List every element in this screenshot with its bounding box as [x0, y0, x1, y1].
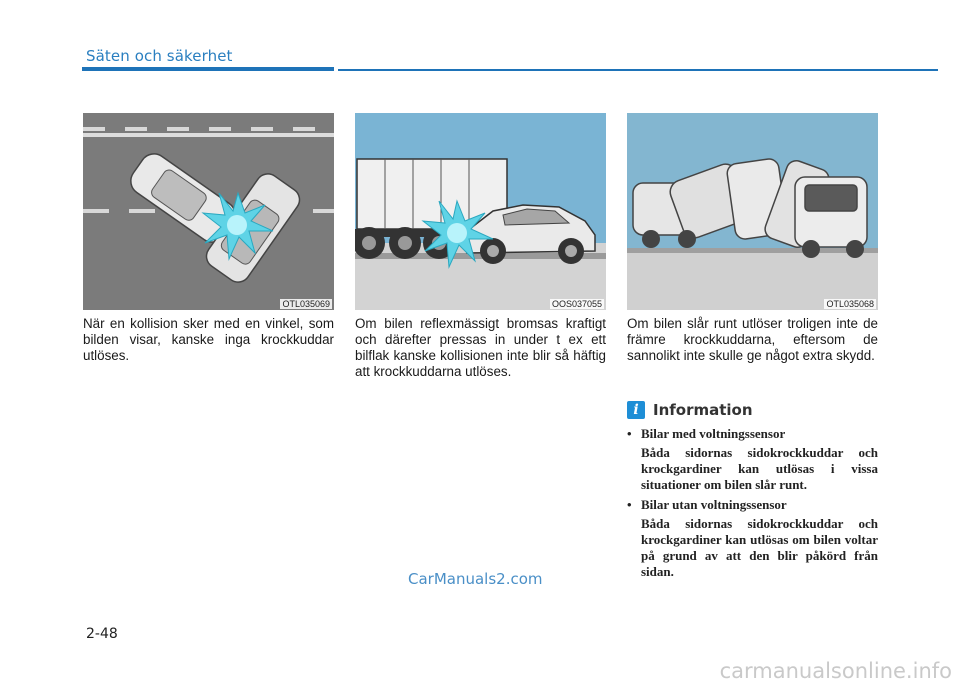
bullet: •: [627, 426, 632, 441]
figure-angled-collision: [83, 113, 334, 310]
list-item-heading: Bilar utan voltningssensor: [641, 497, 787, 512]
caption-angled-collision: När en kollision sker med en vinkel, som bilden visar, kanske inga krockkuddar utlöses.: [83, 316, 334, 363]
list-item-heading: Bilar med voltningssensor: [641, 426, 786, 441]
information-list: [627, 426, 878, 584]
figure-rollover: [627, 113, 878, 310]
list-item: [627, 497, 878, 513]
figure-code: OOS037055: [551, 299, 602, 309]
information-title: Information: [653, 401, 753, 419]
bullet: •: [627, 497, 632, 512]
list-item-body: Båda sidornas sidokrockkuddar och krockgardiner kan utlösas om bilen voltar på grund av att den blir påkörd från sidan.: [641, 516, 878, 579]
header-rule-thin: [338, 69, 938, 71]
list-item-body: Båda sidornas sidokrockkuddar och krockgardiner kan utlösas i vissa situationer om bilen slår runt.: [641, 445, 878, 492]
info-icon: i: [627, 401, 645, 419]
figure-code: OTL035069: [282, 299, 330, 309]
angled-collision-illustration: [83, 113, 334, 310]
header-title: Säten och säkerhet: [86, 47, 233, 65]
rollover-illustration: [627, 113, 878, 310]
figure-code: OTL035068: [826, 299, 874, 309]
watermark-link[interactable]: CarManuals2.com: [408, 570, 543, 588]
header-rule-thick: [82, 67, 334, 71]
footer-watermark: carmanualsonline.info: [719, 659, 952, 683]
underride-illustration: [355, 113, 606, 310]
caption-underride: Om bilen reflexmässigt bromsas kraftigt och därefter pressas in under t ex ett bilflak kanske kollisionen inte blir så häftig att krockkuddarna utlöses.: [355, 316, 606, 379]
figure-underride-collision: [355, 113, 606, 310]
caption-rollover: Om bilen slår runt utlöser troligen inte de främre krockkuddarna, eftersom de sannolikt inte skulle ge något extra skydd.: [627, 316, 878, 363]
information-heading: [627, 400, 753, 420]
list-item: [627, 426, 878, 442]
page-number: 2-48: [86, 626, 118, 642]
